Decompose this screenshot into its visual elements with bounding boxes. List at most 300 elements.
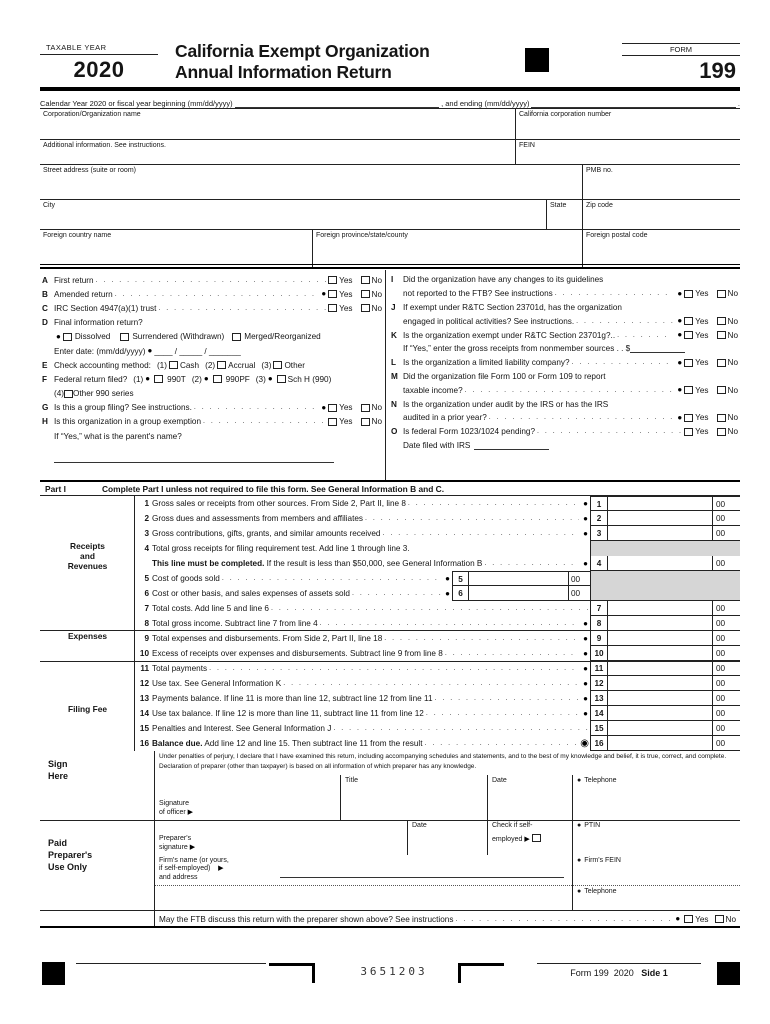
question-M-text1: Did the organization file Form 100 or Form 109 to report — [403, 371, 606, 381]
fill-in-bullet-icon — [56, 333, 61, 341]
question-C — [42, 301, 382, 315]
checkbox-C-yes[interactable] — [328, 304, 337, 312]
amount-box-line7[interactable] — [608, 601, 712, 615]
dotted-leader — [435, 691, 580, 706]
checkbox-990PF[interactable] — [213, 375, 222, 383]
checkbox-N-no[interactable] — [717, 414, 726, 422]
line-number: 6 — [144, 589, 149, 598]
box-number: 3 — [591, 526, 608, 540]
box-number: 14 — [591, 706, 608, 720]
no-label: No — [371, 275, 382, 285]
question-N — [391, 397, 738, 411]
officer-signature-field[interactable] — [155, 775, 340, 820]
no-label: No — [727, 330, 738, 340]
line-number: 16 — [139, 739, 149, 748]
checkbox-ftb-no[interactable] — [715, 915, 724, 923]
fiscal-end-input[interactable] — [531, 98, 735, 108]
foreign-postal-field[interactable] — [582, 230, 740, 267]
shaded-area — [590, 541, 740, 556]
line-7 — [135, 601, 740, 616]
fill-in-bullet-icon — [583, 560, 588, 568]
fill-in-bullet-icon — [583, 500, 588, 508]
question-C-letter: C — [42, 303, 48, 313]
footer-side-label: Side 1 — [641, 968, 668, 978]
dissolved-label: Dissolved — [74, 332, 111, 342]
fill-in-bullet-icon — [583, 530, 588, 538]
no-label: No — [727, 289, 738, 299]
line-4 — [135, 556, 740, 571]
parent-name-question: If “Yes,” what is the parent's name? — [54, 431, 182, 441]
amount-box-line9[interactable] — [608, 631, 712, 645]
corp-name-field[interactable] — [40, 109, 515, 139]
dotted-leader — [425, 736, 578, 751]
checkbox-O-no[interactable] — [717, 428, 726, 436]
question-F — [42, 372, 382, 386]
line-15 — [135, 721, 740, 736]
preparer-signature-row — [155, 820, 740, 855]
question-H — [42, 415, 382, 429]
arrow-right-icon — [218, 865, 223, 872]
checkbox-J-no[interactable] — [717, 317, 726, 325]
cents-label: 00 — [712, 676, 740, 690]
additional-info-field[interactable] — [40, 140, 515, 164]
preparer-date-field[interactable] — [407, 820, 487, 855]
dotted-leader — [96, 277, 327, 284]
question-A-yesno — [328, 276, 382, 285]
question-D-letter: D — [42, 318, 48, 328]
dotted-leader — [283, 676, 579, 691]
cents-label: 00 — [568, 586, 590, 600]
line-12-text: Use tax. See General Information K — [152, 679, 282, 688]
question-B-text: Amended return — [54, 289, 113, 299]
fill-in-bullet-icon — [677, 386, 682, 394]
foreign-province-label: Foreign province/state/county — [316, 232, 408, 239]
fein-field[interactable] — [515, 140, 740, 164]
option-2-label: (2) — [205, 360, 216, 370]
no-label: No — [371, 303, 382, 313]
part1-section — [40, 480, 740, 751]
row-additional-info — [40, 139, 740, 164]
self-employed-field — [487, 820, 572, 855]
fill-in-bullet-icon — [445, 590, 450, 598]
amount-box-line1[interactable] — [608, 497, 712, 510]
date-label: Date — [492, 777, 507, 784]
arrow-right-icon — [190, 844, 195, 851]
fill-in-bullet-icon — [577, 822, 581, 829]
date-filed-input[interactable] — [474, 441, 549, 450]
street-field[interactable] — [40, 165, 582, 199]
yes-label: Yes — [339, 417, 353, 427]
zip-field[interactable] — [582, 200, 740, 229]
question-E-text: Check accounting method: — [54, 360, 151, 370]
dotted-leader — [489, 414, 674, 421]
checkbox-merged[interactable] — [232, 333, 241, 341]
line-8-text: Total gross income. Subtract line 7 from line 4 — [152, 619, 318, 628]
line-number: 3 — [144, 529, 149, 538]
fiscal-begin-input[interactable] — [235, 98, 439, 108]
question-L — [391, 356, 738, 370]
checkbox-J-yes[interactable] — [684, 317, 693, 325]
checkbox-A-yes[interactable] — [328, 276, 337, 284]
question-J — [391, 301, 738, 315]
question-I-text1: Did the organization have any changes to its guidelines — [403, 275, 604, 285]
footer-form-name: Form 199 — [570, 968, 609, 978]
box-number: 9 — [591, 631, 608, 645]
firm-name-field[interactable] — [155, 855, 572, 910]
box-number: 15 — [591, 721, 608, 735]
amount-box-line6[interactable] — [469, 586, 568, 600]
form-label: FORM — [622, 43, 740, 56]
line-2 — [135, 511, 740, 526]
line-6-text: Cost or other basis, and sales expenses of assets sold — [152, 589, 350, 598]
amount-box-line2[interactable] — [608, 511, 712, 525]
city-label: City — [43, 202, 56, 209]
amount-box-line16[interactable] — [608, 736, 712, 750]
cents-label: 00 — [712, 631, 740, 645]
form-title-line2: Annual Information Return — [175, 62, 392, 83]
officer-signature-row — [155, 775, 740, 820]
box-number: 12 — [591, 676, 608, 690]
target-bullet-icon — [580, 739, 589, 749]
question-O — [391, 425, 738, 439]
fill-in-bullet-icon — [577, 888, 581, 895]
line-3-text: Gross contributions, gifts, grants, and similar amounts received — [152, 529, 381, 538]
dotted-leader — [158, 305, 326, 312]
additional-info-label: Additional information. See instructions. — [43, 142, 166, 149]
dotted-leader — [382, 526, 579, 541]
question-A — [42, 273, 382, 287]
firm-fein-field[interactable] — [573, 855, 740, 885]
firm-row — [155, 855, 740, 910]
box-number: 1 — [591, 497, 608, 510]
line-number: 12 — [139, 679, 149, 688]
dotted-leader — [426, 706, 579, 721]
question-O-text: Is federal Form 1023/1024 pending? — [403, 427, 535, 437]
row-foreign — [40, 229, 740, 267]
fill-in-bullet-icon — [583, 635, 588, 643]
fill-in-bullet-icon — [583, 680, 588, 688]
amount-box-line14[interactable] — [608, 706, 712, 720]
ptin-field[interactable] — [572, 820, 740, 855]
yes-label: Yes — [695, 914, 709, 924]
title-field[interactable] — [340, 775, 487, 820]
yes-label: Yes — [695, 413, 709, 423]
arrow-right-icon — [524, 836, 529, 843]
checkbox-I-no[interactable] — [717, 290, 726, 298]
box-number: 7 — [591, 601, 608, 615]
ftb-discuss-row — [155, 910, 740, 928]
amount-box-line12[interactable] — [608, 676, 712, 690]
checkbox-B-no[interactable] — [361, 290, 370, 298]
section-divider — [40, 661, 740, 662]
checkbox-H-yes[interactable] — [328, 418, 337, 426]
question-L-letter: L — [391, 358, 397, 368]
amount-box-line4[interactable] — [608, 556, 712, 570]
box-number: 10 — [591, 646, 608, 660]
checkbox-K-yes[interactable] — [684, 331, 693, 339]
form-title-line1: California Exempt Organization — [175, 41, 430, 61]
question-A-text: First return — [54, 275, 94, 285]
checkbox-dissolved[interactable] — [63, 333, 72, 341]
question-K-line2 — [403, 342, 738, 356]
990PF-label: 990PF — [225, 374, 250, 384]
question-E — [42, 358, 382, 372]
dotted-leader — [115, 291, 318, 298]
checkbox-other-method[interactable] — [273, 361, 282, 369]
yes-label: Yes — [695, 289, 709, 299]
officer-date-field[interactable] — [487, 775, 572, 820]
checkbox-M-no[interactable] — [717, 386, 726, 394]
fill-in-bullet-icon — [583, 695, 588, 703]
line-number: 1 — [144, 499, 149, 508]
parent-name-input[interactable] — [54, 454, 334, 463]
question-C-text: IRC Section 4947(a)(1) trust — [54, 303, 157, 313]
dotted-leader — [465, 387, 674, 394]
cents-label: 00 — [712, 646, 740, 660]
dotted-leader — [203, 418, 326, 425]
fill-in-bullet-icon — [445, 575, 450, 583]
dotted-leader — [555, 290, 674, 297]
line-number: 11 — [140, 664, 149, 673]
enter-date-input[interactable]: ____ / _____ / _______ — [154, 346, 241, 356]
calendar-ending-label: , and ending (mm/dd/yyyy) — [441, 99, 530, 108]
line-number: 5 — [144, 574, 149, 583]
checkbox-C-no[interactable] — [361, 304, 370, 312]
ca-corp-number-field[interactable] — [515, 109, 740, 139]
part1-label: Part I — [45, 483, 66, 494]
questions-section — [40, 270, 740, 480]
checkbox-surrendered[interactable] — [120, 333, 129, 341]
firm-name-input[interactable] — [280, 877, 564, 878]
fill-in-bullet-icon — [268, 375, 273, 383]
no-label: No — [727, 358, 738, 368]
question-K — [391, 328, 738, 342]
checkbox-accrual[interactable] — [217, 361, 226, 369]
question-J-letter: J — [391, 302, 396, 312]
line-11-text: Total payments — [152, 664, 208, 673]
fill-in-bullet-icon — [675, 915, 680, 923]
checkbox-L-yes[interactable] — [684, 359, 693, 367]
firm-fein-telephone — [572, 855, 740, 910]
firm-telephone-field[interactable] — [573, 885, 740, 910]
line-16 — [135, 736, 740, 751]
scan-anchor-square-icon — [42, 962, 65, 985]
corp-name-label: Corporation/Organization name — [43, 111, 141, 118]
row-divider — [40, 820, 740, 821]
checkbox-L-no[interactable] — [717, 359, 726, 367]
dotted-leader — [320, 616, 580, 631]
question-M-line2 — [403, 383, 738, 397]
question-N-text1: Is the organization under audit by the IRS or has the IRS — [403, 399, 609, 409]
question-D-text: Final information return? — [54, 318, 143, 328]
dotted-leader — [194, 404, 317, 411]
line-3 — [135, 526, 740, 541]
question-F-text: Federal return filed? — [54, 374, 128, 384]
question-K-text1: Is the organization exempt under R&TC Section 23701g?.. — [403, 330, 616, 340]
line-6 — [135, 586, 740, 601]
checkbox-other-990[interactable] — [64, 390, 73, 398]
city-field[interactable] — [40, 200, 546, 229]
question-C-yesno — [328, 304, 382, 313]
line-1 — [135, 496, 740, 511]
form-barcode-number: 3651203 — [360, 965, 428, 978]
question-F-letter: F — [42, 374, 48, 384]
checkbox-G-no[interactable] — [361, 404, 370, 412]
ptin-label: PTIN — [584, 822, 601, 829]
line-11 — [135, 661, 740, 676]
checkbox-990T[interactable] — [154, 375, 163, 383]
officer-telephone-field[interactable] — [572, 775, 740, 820]
line-12 — [135, 676, 740, 691]
taxable-year-label: TAXABLE YEAR — [40, 43, 158, 55]
form-number: 199 — [699, 58, 736, 83]
foreign-postal-label: Foreign postal code — [586, 232, 648, 239]
amount-box-line10[interactable] — [608, 646, 712, 660]
merged-label: Merged/Reorganized — [244, 332, 321, 342]
footer-form-year: 2020 — [613, 968, 634, 978]
cents-label: 00 — [712, 721, 740, 735]
checkbox-schH[interactable] — [277, 375, 286, 383]
dotted-leader — [572, 359, 674, 366]
fill-in-bullet-icon — [577, 777, 581, 784]
question-G-text: Is this a group filing? See instructions. — [54, 403, 192, 413]
yes-label: Yes — [695, 358, 709, 368]
foreign-province-field[interactable] — [312, 230, 582, 267]
checkbox-B-yes[interactable] — [328, 290, 337, 298]
fill-in-bullet-icon — [577, 857, 581, 864]
line-8 — [135, 616, 740, 631]
footer-rule-right — [537, 963, 701, 964]
question-K-letter: K — [391, 330, 397, 340]
amount-box-line3[interactable] — [608, 526, 712, 540]
expenses-label: Expenses — [67, 631, 108, 641]
line-number: 9 — [144, 634, 149, 643]
entity-info-grid — [40, 108, 740, 267]
checkbox-I-yes[interactable] — [684, 290, 693, 298]
row-city — [40, 199, 740, 229]
question-D — [42, 316, 382, 330]
option-4-label: (4) — [54, 389, 65, 399]
row-corp-name — [40, 109, 740, 139]
dotted-leader — [617, 332, 673, 339]
line-number: 10 — [139, 649, 149, 658]
no-label: No — [727, 385, 738, 395]
schH-label: Sch H (990) — [287, 374, 332, 384]
question-D-options — [54, 330, 382, 344]
state-field[interactable] — [546, 200, 582, 229]
checkbox-K-no[interactable] — [717, 331, 726, 339]
amount-box-line5[interactable] — [469, 572, 568, 585]
yes-label: Yes — [695, 385, 709, 395]
question-H-blank-row — [54, 443, 382, 463]
title-label: Title — [345, 777, 358, 784]
dotted-leader — [222, 571, 441, 586]
telephone-label: Telephone — [584, 777, 617, 784]
question-I — [391, 273, 738, 287]
question-J-line2 — [403, 314, 738, 328]
amount-box-line11[interactable] — [608, 661, 712, 675]
accrual-label: Accrual — [228, 360, 256, 370]
fill-in-bullet-icon — [677, 331, 682, 339]
arrow-right-icon — [188, 809, 193, 816]
address-divider — [155, 885, 572, 886]
dotted-leader — [365, 511, 579, 526]
firm-label1: Firm's name (or yours, — [159, 857, 229, 864]
cents-label: 00 — [712, 511, 740, 525]
cents-label: 00 — [568, 572, 590, 585]
fill-in-bullet-icon — [677, 290, 682, 298]
dotted-leader — [455, 916, 671, 923]
question-M — [391, 370, 738, 384]
line-number: 2 — [144, 514, 149, 523]
yes-label: Yes — [339, 303, 353, 313]
cents-label: 00 — [712, 616, 740, 630]
preparer-signature-field[interactable] — [155, 820, 407, 855]
checkbox-cash[interactable] — [169, 361, 178, 369]
calendar-year-line — [40, 95, 740, 108]
sign-here-label: Sign Here — [48, 759, 69, 782]
checkbox-self-employed[interactable] — [532, 834, 541, 842]
box-number: 13 — [591, 691, 608, 705]
foreign-country-label: Foreign country name — [43, 232, 112, 239]
amount-box-line15[interactable] — [608, 721, 712, 735]
fill-in-bullet-icon — [147, 347, 152, 355]
footer-scanline — [40, 960, 740, 988]
fill-in-bullet-icon — [583, 650, 588, 658]
no-label: No — [371, 417, 382, 427]
dotted-leader — [333, 721, 588, 736]
checkbox-G-yes[interactable] — [328, 404, 337, 412]
question-L-text: Is the organization a limited liability company? — [403, 358, 570, 368]
line-number: 8 — [144, 619, 149, 628]
cents-label: 00 — [712, 526, 740, 540]
question-B-yesno — [328, 290, 382, 299]
amount-box-line8[interactable] — [608, 616, 712, 630]
footer-form-id — [537, 968, 701, 978]
no-label: No — [371, 403, 382, 413]
question-N-letter: N — [391, 399, 397, 409]
amount-box-line13[interactable] — [608, 691, 712, 705]
no-label: No — [725, 914, 736, 924]
checkbox-M-yes[interactable] — [684, 386, 693, 394]
dotted-leader — [484, 556, 579, 571]
cents-label: 00 — [712, 706, 740, 720]
part1-rows — [135, 496, 740, 751]
question-D-date — [54, 344, 382, 358]
calendar-year-label: Calendar Year 2020 or fiscal year beginning (mm/dd/yyyy) — [40, 99, 233, 108]
pmb-field[interactable] — [582, 165, 740, 199]
checkbox-O-yes[interactable] — [684, 428, 693, 436]
box-number: 11 — [591, 661, 608, 675]
cents-label: 00 — [712, 661, 740, 675]
box-number: 4 — [591, 556, 608, 570]
question-B — [42, 287, 382, 301]
part1-header-text: Complete Part I unless not required to file this form. See General Information B and C. — [102, 483, 445, 494]
no-label: No — [371, 289, 382, 299]
checkbox-H-no[interactable] — [361, 418, 370, 426]
line-5-text: Cost of goods sold — [152, 574, 220, 583]
checkbox-A-no[interactable] — [361, 276, 370, 284]
line-9-text: Total expenses and disbursements. From Side 2, Part II, line 18 — [152, 634, 383, 643]
no-label: No — [727, 316, 738, 326]
checkbox-N-yes[interactable] — [684, 414, 693, 422]
cents-label: 00 — [712, 691, 740, 705]
nonmember-receipts-input[interactable] — [630, 344, 685, 353]
checkbox-ftb-yes[interactable] — [684, 915, 693, 923]
question-I-letter: I — [391, 275, 394, 285]
foreign-country-field[interactable] — [40, 230, 312, 267]
dotted-leader — [384, 631, 579, 646]
